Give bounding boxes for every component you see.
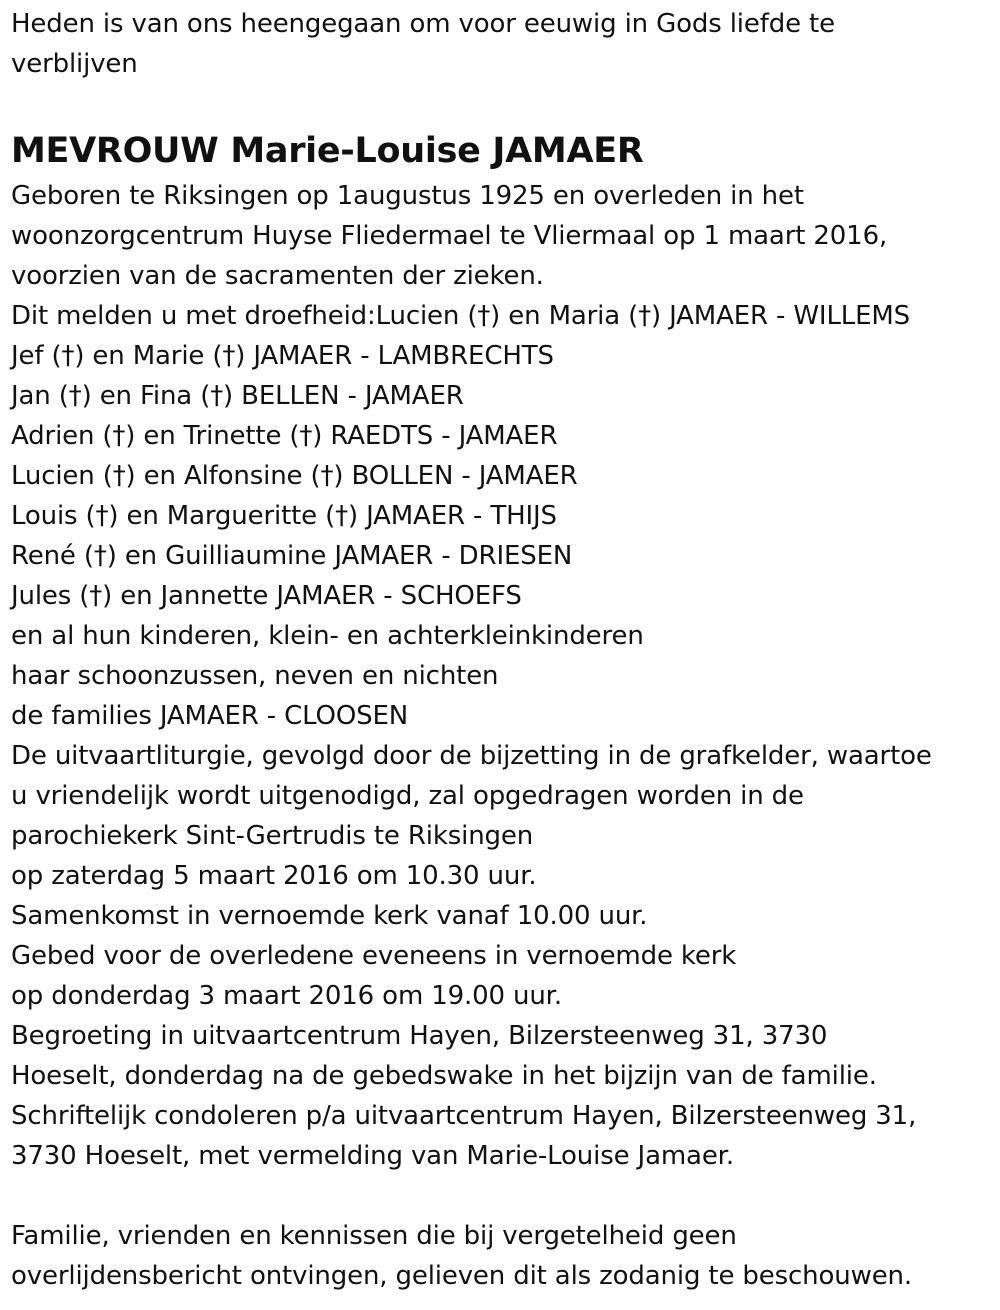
closing-paragraph: [11, 1216, 1000, 1296]
service-line: op zaterdag 5 maart 2016 om 10.30 uur.: [11, 861, 537, 891]
family-line: Lucien (†) en Alfonsine (†) BOLLEN - JAMAER: [11, 461, 578, 491]
family-line: Jan (†) en Fina (†) BELLEN - JAMAER: [11, 381, 464, 411]
service-line: Schriftelijk condoleren p/a uitvaartcentrum Hayen, Bilzersteenweg 31,: [11, 1101, 917, 1131]
intro-line: verblijven: [11, 49, 138, 79]
family-line: Louis (†) en Margueritte (†) JAMAER - THIJS: [11, 501, 557, 531]
service-line: Hoeselt, donderdag na de gebedswake in het bijzijn van de familie.: [11, 1061, 877, 1091]
intro-paragraph: [11, 4, 1000, 84]
family-list: [11, 296, 1000, 736]
birth-death-line: woonzorgcentrum Huyse Fliedermael te Vliermaal op 1 maart 2016,: [11, 221, 888, 251]
birth-death-line: Geboren te Riksingen op 1augustus 1925 en overleden in het: [11, 181, 804, 211]
family-line: Jules (†) en Jannette JAMAER - SCHOEFS: [11, 581, 522, 611]
family-line: Jef (†) en Marie (†) JAMAER - LAMBRECHTS: [11, 341, 554, 371]
family-line: Adrien (†) en Trinette (†) RAEDTS - JAMAER: [11, 421, 558, 451]
service-line: Samenkomst in vernoemde kerk vanaf 10.00 uur.: [11, 901, 648, 931]
family-line: Dit melden u met droefheid:Lucien (†) en Maria (†) JAMAER - WILLEMS: [11, 301, 911, 331]
service-line: De uitvaartliturgie, gevolgd door de bijzetting in de grafkelder, waartoe: [11, 741, 932, 771]
closing-line: Familie, vrienden en kennissen die bij vergetelheid geen: [11, 1221, 737, 1251]
closing-line: overlijdensbericht ontvingen, gelieven dit als zodanig te beschouwen.: [11, 1261, 912, 1291]
service-line: op donderdag 3 maart 2016 om 19.00 uur.: [11, 981, 562, 1011]
family-line: René (†) en Guilliaumine JAMAER - DRIESEN: [11, 541, 573, 571]
service-line: parochiekerk Sint-Gertrudis te Riksingen: [11, 821, 534, 851]
birth-death-line: voorzien van de sacramenten der zieken.: [11, 261, 544, 291]
service-line: Begroeting in uitvaartcentrum Hayen, Bilzersteenweg 31, 3730: [11, 1021, 828, 1051]
family-line: haar schoonzussen, neven en nichten: [11, 661, 499, 691]
spacer: [11, 84, 1000, 124]
family-line: de families JAMAER - CLOOSEN: [11, 701, 409, 731]
birth-death-paragraph: [11, 176, 1000, 296]
family-line: en al hun kinderen, klein- en achterkleinkinderen: [11, 621, 644, 651]
intro-line: Heden is van ons heengegaan om voor eeuwig in Gods liefde te: [11, 9, 835, 39]
service-line: Gebed voor de overledene eveneens in vernoemde kerk: [11, 941, 737, 971]
service-line: u vriendelijk wordt uitgenodigd, zal opgedragen worden in de: [11, 781, 804, 811]
deceased-name-heading: MEVROUW Marie-Louise JAMAER: [11, 131, 644, 171]
spacer: [11, 1176, 1000, 1216]
funeral-service-details: [11, 736, 1000, 1176]
service-line: 3730 Hoeselt, met vermelding van Marie-Louise Jamaer.: [11, 1141, 734, 1171]
